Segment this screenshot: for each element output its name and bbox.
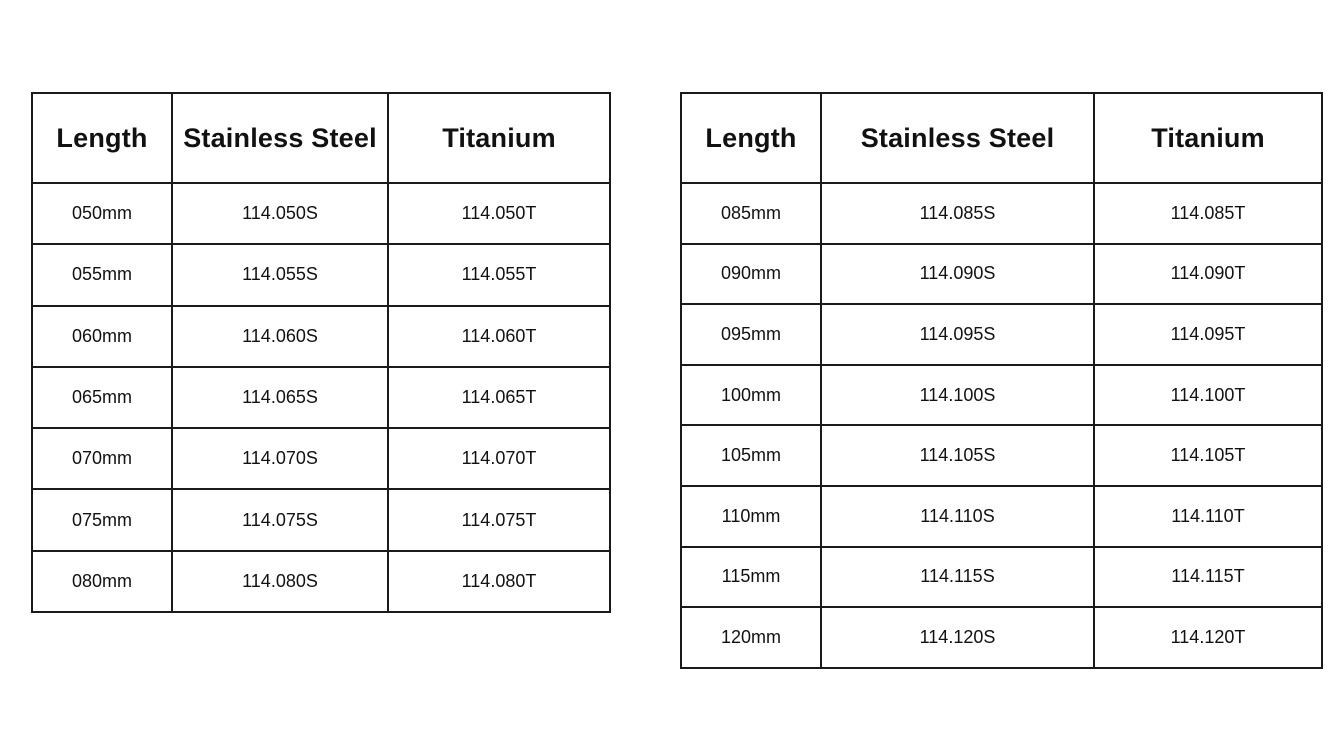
length-cell: 115mm xyxy=(681,547,821,608)
stainless-steel-part-number: 114.115S xyxy=(821,547,1094,608)
titanium-part-number: 114.085T xyxy=(1094,183,1322,244)
titanium-part-number: 114.080T xyxy=(388,551,610,612)
column-header-titanium: Titanium xyxy=(388,93,610,183)
stainless-steel-part-number: 114.050S xyxy=(172,183,388,244)
table-body xyxy=(681,183,1322,668)
stainless-steel-part-number: 114.070S xyxy=(172,428,388,489)
table-header-row xyxy=(681,93,1322,183)
table-row xyxy=(32,489,610,550)
length-cell: 060mm xyxy=(32,306,172,367)
table-row xyxy=(32,551,610,612)
table-row xyxy=(681,607,1322,668)
column-header-length: Length xyxy=(32,93,172,183)
stainless-steel-part-number: 114.105S xyxy=(821,425,1094,486)
table-row xyxy=(32,428,610,489)
length-cell: 105mm xyxy=(681,425,821,486)
titanium-part-number: 114.060T xyxy=(388,306,610,367)
stainless-steel-part-number: 114.095S xyxy=(821,304,1094,365)
titanium-part-number: 114.105T xyxy=(1094,425,1322,486)
table-row xyxy=(32,367,610,428)
titanium-part-number: 114.110T xyxy=(1094,486,1322,547)
titanium-part-number: 114.090T xyxy=(1094,244,1322,305)
stainless-steel-part-number: 114.090S xyxy=(821,244,1094,305)
length-cell: 085mm xyxy=(681,183,821,244)
length-cell: 110mm xyxy=(681,486,821,547)
length-cell: 050mm xyxy=(32,183,172,244)
length-cell: 100mm xyxy=(681,365,821,426)
column-header-stainless-steel: Stainless Steel xyxy=(821,93,1094,183)
stainless-steel-part-number: 114.080S xyxy=(172,551,388,612)
stainless-steel-part-number: 114.060S xyxy=(172,306,388,367)
length-cell: 075mm xyxy=(32,489,172,550)
length-cell: 090mm xyxy=(681,244,821,305)
stainless-steel-part-number: 114.100S xyxy=(821,365,1094,426)
titanium-part-number: 114.120T xyxy=(1094,607,1322,668)
length-cell: 070mm xyxy=(32,428,172,489)
length-cell: 055mm xyxy=(32,244,172,305)
table-row xyxy=(32,244,610,305)
spec-table-right xyxy=(680,92,1323,669)
titanium-part-number: 114.100T xyxy=(1094,365,1322,426)
spec-table-left xyxy=(31,92,611,613)
column-header-length: Length xyxy=(681,93,821,183)
titanium-part-number: 114.055T xyxy=(388,244,610,305)
stainless-steel-part-number: 114.055S xyxy=(172,244,388,305)
table-row xyxy=(681,425,1322,486)
stainless-steel-part-number: 114.120S xyxy=(821,607,1094,668)
table-row xyxy=(32,306,610,367)
length-cell: 065mm xyxy=(32,367,172,428)
titanium-part-number: 114.095T xyxy=(1094,304,1322,365)
stainless-steel-part-number: 114.065S xyxy=(172,367,388,428)
column-header-titanium: Titanium xyxy=(1094,93,1322,183)
table-header-row xyxy=(32,93,610,183)
table-row xyxy=(681,244,1322,305)
table-row xyxy=(681,365,1322,426)
titanium-part-number: 114.050T xyxy=(388,183,610,244)
table-row xyxy=(681,547,1322,608)
table-row xyxy=(681,183,1322,244)
titanium-part-number: 114.070T xyxy=(388,428,610,489)
table-body xyxy=(32,183,610,612)
titanium-part-number: 114.075T xyxy=(388,489,610,550)
stainless-steel-part-number: 114.110S xyxy=(821,486,1094,547)
stainless-steel-part-number: 114.085S xyxy=(821,183,1094,244)
table-row xyxy=(681,486,1322,547)
table-row xyxy=(681,304,1322,365)
column-header-stainless-steel: Stainless Steel xyxy=(172,93,388,183)
titanium-part-number: 114.065T xyxy=(388,367,610,428)
length-cell: 095mm xyxy=(681,304,821,365)
table-row xyxy=(32,183,610,244)
stainless-steel-part-number: 114.075S xyxy=(172,489,388,550)
titanium-part-number: 114.115T xyxy=(1094,547,1322,608)
length-cell: 120mm xyxy=(681,607,821,668)
length-cell: 080mm xyxy=(32,551,172,612)
